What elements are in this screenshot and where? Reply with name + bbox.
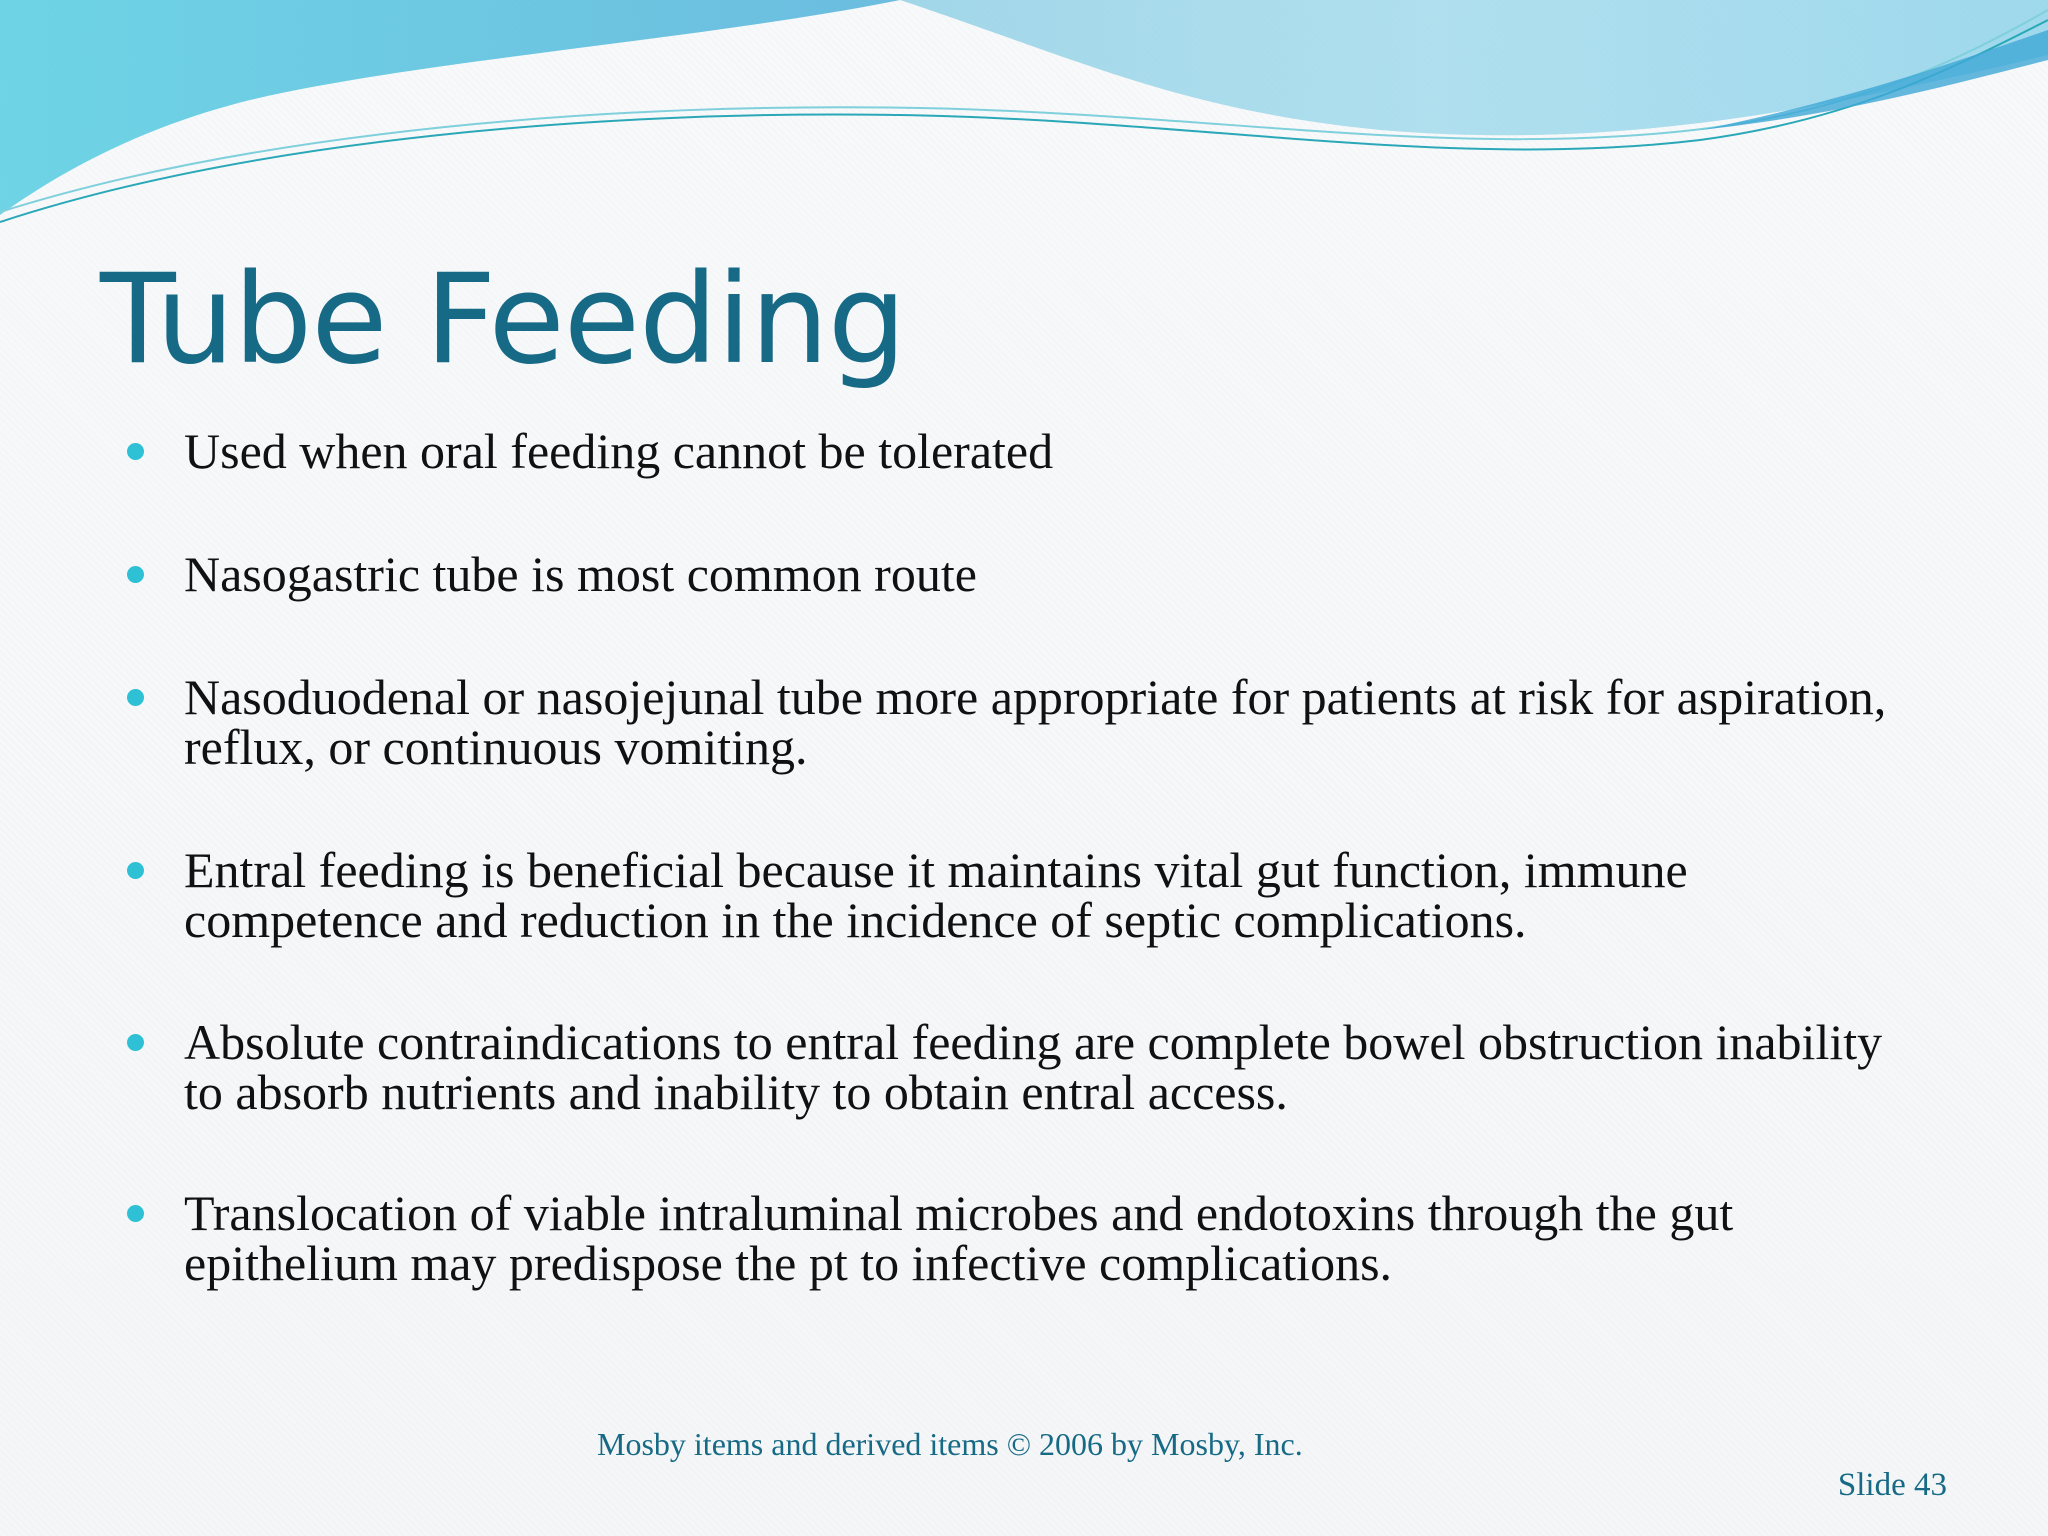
slide-title: Tube Feeding bbox=[100, 248, 906, 392]
bullet-dot-icon bbox=[127, 1034, 144, 1051]
bullet-text: Nasogastric tube is most common route bbox=[184, 546, 977, 602]
slide-number: Slide 43 bbox=[1837, 1467, 1947, 1503]
header-wave-decoration bbox=[0, 0, 2048, 240]
bullet-dot-icon bbox=[127, 443, 144, 460]
bullet-item bbox=[184, 423, 1924, 479]
bullet-item bbox=[184, 1185, 1924, 1291]
bullet-text: Translocation of viable intraluminal microbes and endotoxins through the gut epithelium may predispose the pt to infective complications. bbox=[184, 1185, 1734, 1291]
bullet-item bbox=[184, 842, 1924, 948]
bullet-text: Used when oral feeding cannot be tolerated bbox=[184, 423, 1054, 479]
bullet-item bbox=[184, 1014, 1924, 1120]
copyright-footer: Mosby items and derived items © 2006 by Mosby, Inc. bbox=[597, 1426, 1303, 1462]
bullet-item bbox=[184, 546, 1924, 602]
bullet-dot-icon bbox=[127, 689, 144, 706]
bullet-dot-icon bbox=[127, 1205, 144, 1222]
bullet-dot-icon bbox=[127, 862, 144, 879]
bullet-text: Absolute contraindications to entral feeding are complete bowel obstruction inability to absorb nutrients and inability to obtain entral access. bbox=[184, 1014, 1883, 1120]
bullet-text: Entral feeding is beneficial because it maintains vital gut function, immune competence and reduction in the incidence of septic complications. bbox=[184, 842, 1688, 948]
bullet-dot-icon bbox=[127, 566, 144, 583]
bullet-item bbox=[184, 669, 1924, 775]
bullet-text: Nasoduodenal or nasojejunal tube more appropriate for patients at risk for aspiration, reflux, or continuous vomiting. bbox=[184, 669, 1887, 775]
